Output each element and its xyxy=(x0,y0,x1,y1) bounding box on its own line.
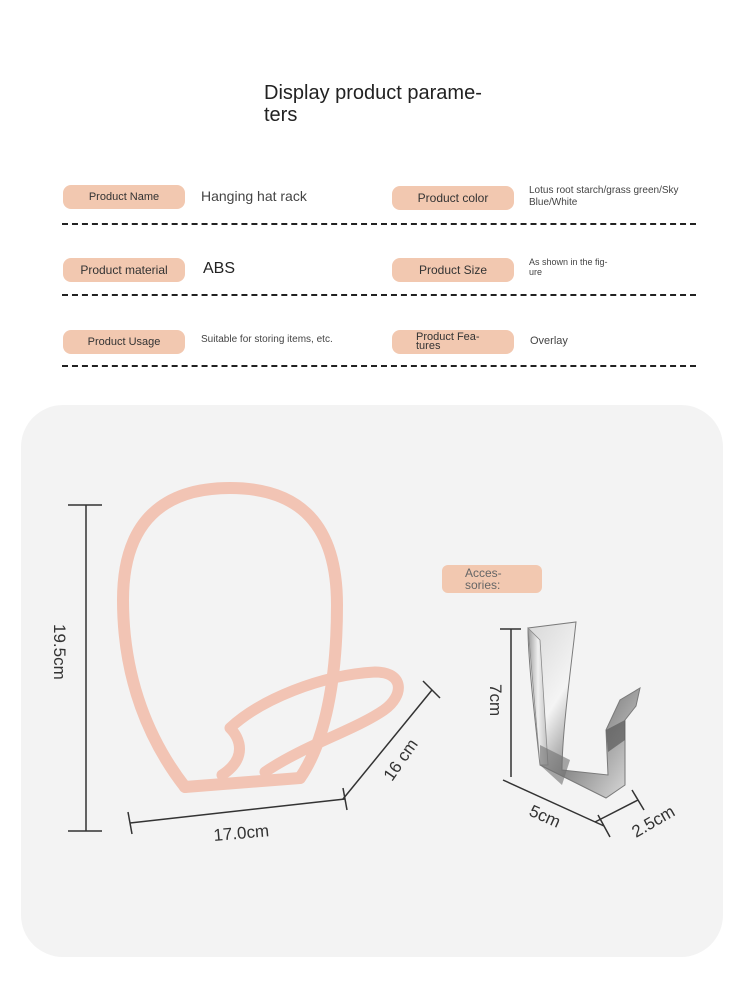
product-material-label: Product material xyxy=(63,258,185,282)
product-size-label: Product Size xyxy=(392,258,514,282)
hook-depth-label: 2.5cm xyxy=(628,801,679,842)
product-color-value: Lotus root starch/grass green/Sky Blue/White xyxy=(529,185,679,208)
product-color-label: Product color xyxy=(392,186,514,210)
hat-rack-base xyxy=(185,778,300,787)
accessories-label: Acces- sories: xyxy=(442,565,542,593)
product-name-label: Product Name xyxy=(63,185,185,209)
product-features-label: Product Fea- tures xyxy=(392,330,514,354)
product-usage-value: Suitable for storing items, etc. xyxy=(201,334,333,345)
metal-hook xyxy=(528,622,640,798)
dimension-tick xyxy=(598,815,610,837)
hook-height-label: 7cm xyxy=(486,684,505,717)
width-dimension-label: 17.0cm xyxy=(212,821,270,845)
height-dimension-label: 19.5cm xyxy=(50,624,69,680)
product-name-value: Hanging hat rack xyxy=(201,188,307,204)
product-material-value: ABS xyxy=(203,260,236,277)
dimension-tick xyxy=(632,790,644,810)
product-size-value: As shown in the fig- ure xyxy=(529,257,608,277)
hook-width-label: 5cm xyxy=(526,801,564,832)
hat-rack-loop xyxy=(123,488,337,787)
hook-depth-dimension-line xyxy=(595,800,638,822)
dimension-tick xyxy=(423,681,440,698)
width-dimension-line xyxy=(130,799,345,823)
depth-dimension-label: 16 cm xyxy=(379,735,422,785)
product-usage-label: Product Usage xyxy=(63,330,185,354)
product-features-value: Overlay xyxy=(530,335,568,347)
page-title: Display product parame- ters xyxy=(264,82,482,126)
